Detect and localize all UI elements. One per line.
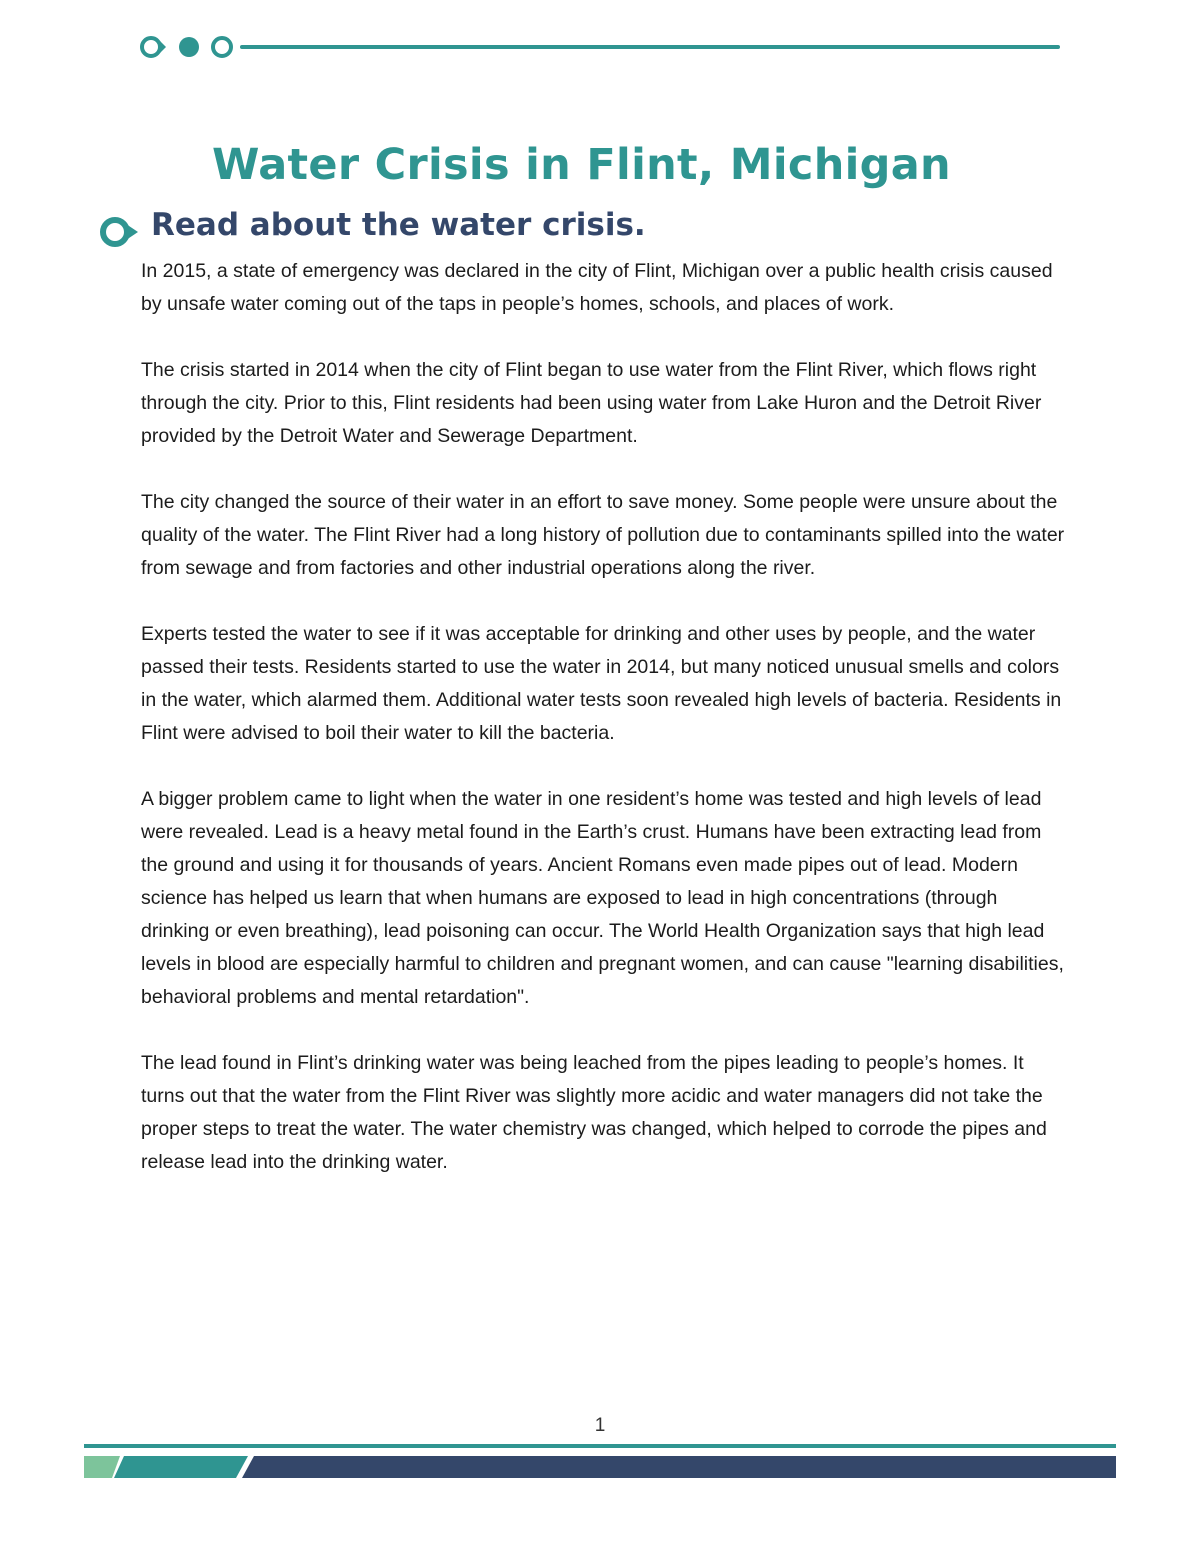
pointer-circle-icon <box>96 216 144 248</box>
header-circle-filled-icon <box>179 37 199 57</box>
paragraph: The city changed the source of their water in an effort to save money. Some people were unsure about the quality of the water. The Flint River had a long history of pollution due to contaminants spilled into the water from sewage and from factories and other industrial operations along the river. <box>141 491 1065 579</box>
section-heading: Read about the water crisis. <box>151 207 646 243</box>
paragraph: A bigger problem came to light when the water in one resident’s home was tested and high levels of lead were revealed. Lead is a heavy metal found in the Earth’s crust. Humans have been extracting lead from the ground and using it for thousands of years. Ancient Romans even made pipes out of lead. Modern science has helped us learn that when humans are exposed to lead in high concentrations (through drinking or even breathing), lead poisoning can occur. The World Health Organization says that high lead levels in blood are especially harmful to children and pregnant women, and can cause "learning disabilities, behavioral problems and mental retardation". <box>141 788 1064 1008</box>
footer-stripe-navy <box>242 1456 1116 1478</box>
article-body <box>141 255 1071 1212</box>
footer-rule <box>84 1444 1116 1448</box>
footer-stripe-green <box>84 1456 120 1478</box>
header-decoration-icon <box>138 32 1062 62</box>
paragraph: In 2015, a state of emergency was declared in the city of Flint, Michigan over a public health crisis caused by unsafe water coming out of the taps in people’s homes, schools, and places of work. <box>141 260 1053 315</box>
paragraph: The lead found in Flint’s drinking water was being leached from the pipes leading to people’s homes. It turns out that the water from the Flint River was slightly more acidic and water managers did not take the proper steps to treat the water. The water chemistry was changed, which helped to corrode the pipes and release lead into the drinking water. <box>141 1052 1047 1173</box>
footer-stripe-teal <box>114 1456 248 1478</box>
page-number: 1 <box>594 1415 606 1436</box>
footer-decoration-icon <box>84 1442 1116 1482</box>
paragraph: The crisis started in 2014 when the city of Flint began to use water from the Flint River, which flows right through the city. Prior to this, Flint residents had been using water from Lake Huron and the Detroit River provided by the Detroit Water and Sewerage Department. <box>141 359 1042 447</box>
header-circle-outline-icon <box>142 38 160 56</box>
paragraph: Experts tested the water to see if it was acceptable for drinking and other uses by people, and the water passed their tests. Residents started to use the water in 2014, but many noticed unusual smells and colors in the water, which alarmed them. Additional water tests soon revealed high levels of bacteria. Residents in Flint were advised to boil their water to kill the bacteria. <box>141 623 1062 744</box>
header-circle-arrow-icon <box>160 41 166 53</box>
page-title: Water Crisis in Flint, Michigan <box>212 140 951 190</box>
header-circle-ring-icon <box>213 38 231 56</box>
